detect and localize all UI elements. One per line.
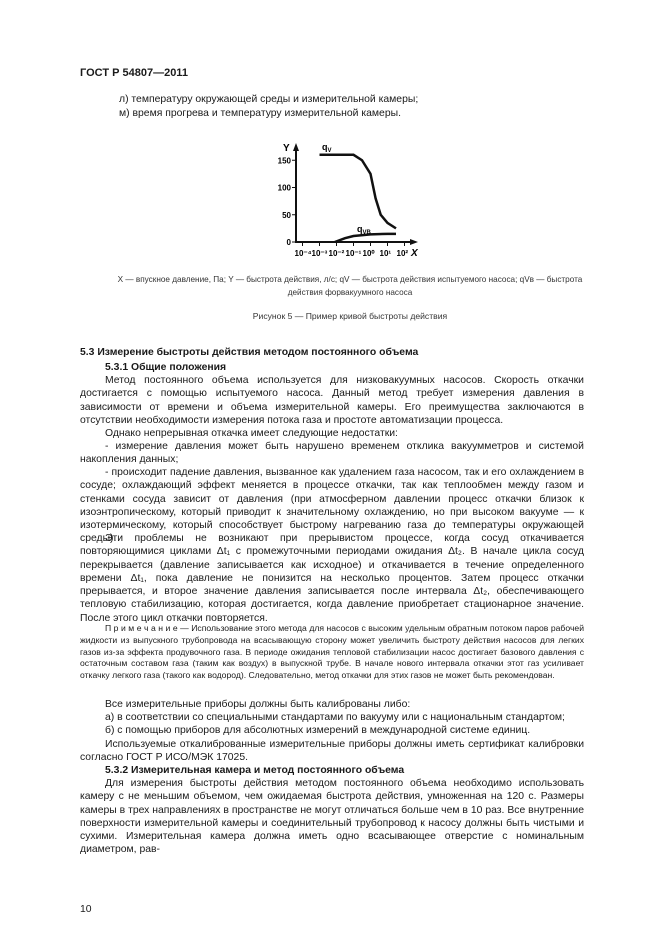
paragraph: Эти проблемы не возникают при прерывистом процессе, когда сосуд откачивается повторяющимися циклами Δt₁ с промежуточными периодами ожидания Δt₂. В начале цикла сосуд перекрывается (давление записывается как исходное) и откачивается в течение определенного времени Δt₁, пока давление не понизится на несколько процентов. Затем процесс откачки прерывается, и второе значение давления записывается после интервала Δt₂, обеспечивающего тепловую стабилизацию, которая достигается, когда давление приобретает стационарное значение. После этого цикл откачки повторяется. [80, 533, 584, 624]
paragraph: - измерение давления может быть нарушено временем отклика вакуумметров и системой накопления данных; [80, 441, 584, 466]
paragraph: Все измерительные приборы должны быть калиброваны либо: [105, 699, 411, 710]
y-axis-arrow [293, 143, 299, 151]
x-tick-label: 10⁻² [328, 249, 345, 258]
x-axis-arrow [410, 239, 418, 245]
series-label-qV: $q_V$ [322, 142, 332, 154]
standard-header: ГОСТ Р 54807—2011 [80, 67, 188, 79]
x-tick-label: 10⁻¹ [345, 249, 362, 258]
list-item-b: б) с помощью приборов для абсолютных измерений в международной системе единиц. [105, 725, 531, 736]
speed-curve-chart [0, 0, 661, 270]
section-5-3-heading: 5.3 Измерение быстроты действия методом постоянного объема [80, 347, 419, 358]
figure-caption: Рисунок 5 — Пример кривой быстроты действия [252, 311, 448, 321]
list-item-l: л) температуру окружающей среды и измерительной камеры; [119, 94, 419, 105]
paragraph: - происходит падение давления, вызванное как удалением газа насосом, так и его охлаждением в сосуде; охлаждающий эффект меняется в процессе откачки, так как теплообмен между газом и стенками сосуда зависит от давления (при атмосферном давлении процесс откачки близок к изоэнтропическому, который приводит к значительному охлаждению, но при высоком вакууме — к изотермическому, который способствует быстрому нагреванию газа до температуры окружающей среды). [80, 467, 584, 545]
list-item-m: м) время прогрева и температуру измерительной камеры. [119, 108, 401, 119]
list-item-a: а) в соответствии со специальными стандартами по вакууму или с национальным стандартом; [105, 712, 565, 723]
legend-line-2: действия форвакуумного насоса [287, 288, 413, 297]
y-tick-label: 0 [286, 238, 291, 247]
x-tick-label: 10¹ [379, 249, 392, 258]
x-tick-label: 10² [396, 249, 409, 258]
paragraph: Метод постоянного объема используется для низковакуумных насосов. Скорость откачки достигается с помощью испытуемого насоса. Данный метод требует измерения давления в зависимости от времени и объема измерительной камеры. Его преимущества заключаются в отсутствии необходимости измерения потока газа и простоте автоматизации процесса. [80, 375, 584, 426]
paragraph: Используемые откалиброванные измерительные приборы должны иметь сертификат калибровки согласно ГОСТ Р ИСО/МЭК 17025. [80, 739, 584, 764]
y-tick-label: 150 [277, 156, 291, 166]
section-5-3-1-heading: 5.3.1 Общие положения [105, 362, 227, 373]
x-tick-label: 10⁻⁴ [294, 249, 312, 258]
y-tick-label: 100 [277, 183, 291, 193]
y-tick-label: 50 [282, 210, 291, 220]
x-axis-label: X [411, 248, 418, 259]
section-5-3-2-heading: 5.3.2 Измерительная камера и метод постоянного объема [105, 765, 405, 776]
series-label-qVB: $q_{VB}$ [357, 224, 371, 236]
series-qV [320, 155, 397, 229]
page-number: 10 [80, 904, 92, 915]
x-tick-label: 10⁻³ [311, 249, 328, 258]
y-axis-label: Y [283, 143, 290, 154]
paragraph: Для измерения быстроты действия методом постоянного объема необходимо использовать камеру с не меньшим объемом, чем ожидаемая быстрота действия, умноженная на 120 с. Размеры камеры в трех направлениях в пространстве не могут отличаться больше чем в 10 раз. Все внутренние поверхности измерительной камеры и соединительный трубопровод к насосу должны быть чистыми и сухими. Измерительная камера должна иметь одно всасывающее отверстие с номинальным диаметром, рав- [80, 778, 584, 856]
legend-line-1: X — впускное давление, Па; Y — быстрота действия, л/с; qV — быстрота действия испытуемого насоса; qVв — быстрота [117, 275, 583, 284]
paragraph: Однако непрерывная откачка имеет следующие недостатки: [105, 428, 398, 439]
note: П р и м е ч а н и е — Использование этого метода для насосов с высоким удельным обратным потоком паров рабочей жидкости из выпускного трубопровода на всасывающую сторону может увеличить быстроту действия насосов для легких газов из-за эффекта продувочного газа. В периоде ожидания тепловой стабилизации насос достигает базового давления с остаточным составом газа (таким как воздух) в выпускной трубе. В начале нового интервала откачки этот газ усиливает откачку легкого газа (такого как водород). Следовательно, метод откачки для этих газов не может быть рекомендован. [80, 623, 584, 681]
x-tick-label: 10⁰ [362, 249, 375, 258]
